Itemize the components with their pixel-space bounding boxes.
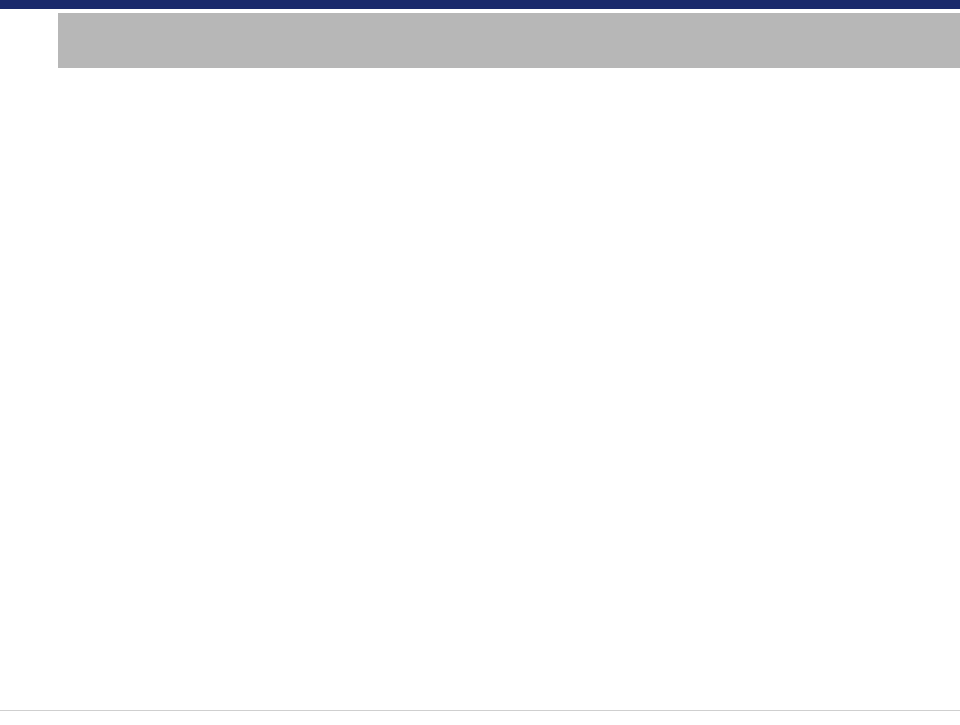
title-bar — [0, 0, 960, 9]
footer-divider — [0, 710, 960, 711]
table-header — [58, 13, 960, 68]
